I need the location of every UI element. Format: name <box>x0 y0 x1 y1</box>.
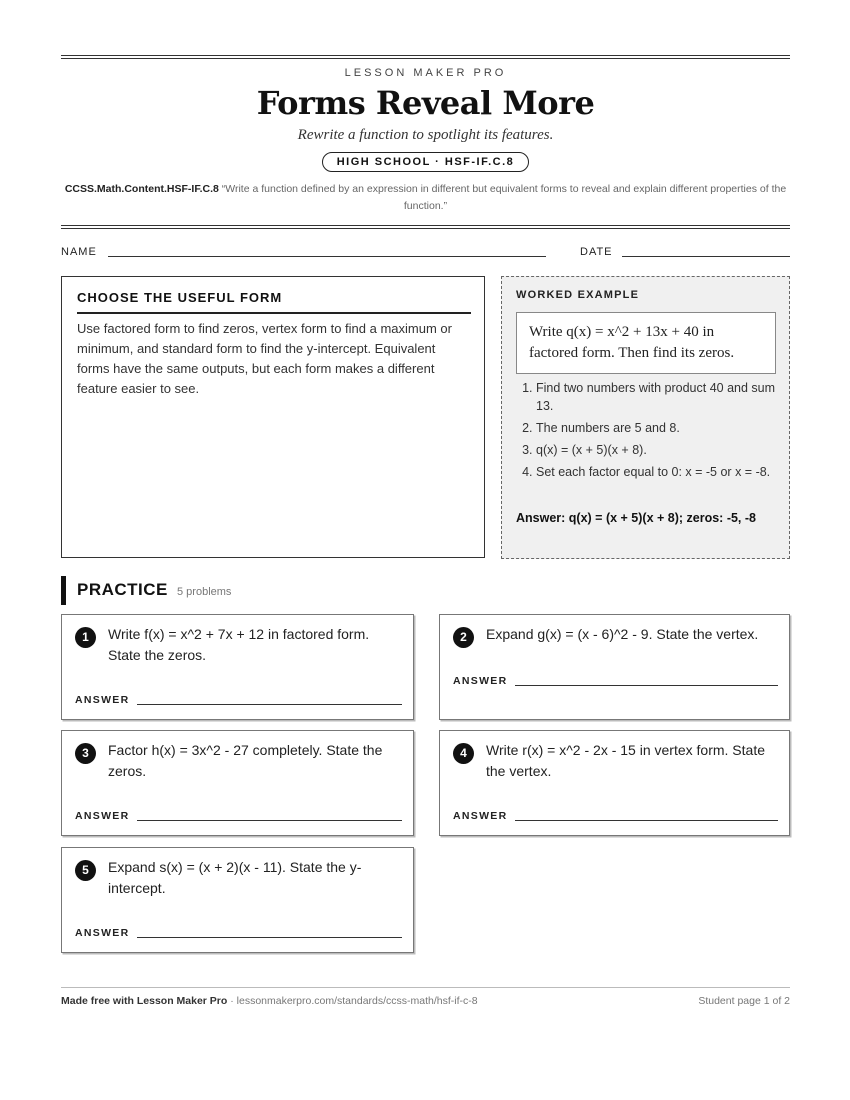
problem-number-badge: 2 <box>453 627 474 648</box>
page-subtitle: Rewrite a function to spotlight its features. <box>297 127 554 143</box>
worked-example-step: 1. Find two numbers with product 40 and sum 13. <box>536 379 778 415</box>
answer-label: ANSWER <box>453 675 508 687</box>
answer-label: ANSWER <box>453 810 508 822</box>
answer-line[interactable] <box>515 685 778 686</box>
worked-example-steps <box>516 379 778 485</box>
concept-box <box>61 276 485 558</box>
concept-body: Use factored form to find zeros, vertex form to find a maximum or minimum, and standard form to find the y-intercept. Equivalent forms have the same outputs, but each form makes a different feature easier to see. <box>77 321 452 396</box>
answer-line[interactable] <box>137 937 402 938</box>
concept-heading: CHOOSE THE USEFUL FORM <box>77 290 471 314</box>
grade-badge: HIGH SCHOOL · HSF-IF.C.8 <box>322 152 530 172</box>
grade-badge-wrap <box>61 152 790 172</box>
problem-number-badge: 3 <box>75 743 96 764</box>
date-label: DATE <box>580 246 613 258</box>
standard-text: “Write a function defined by an expression in different but equivalent forms to reveal and explain different properties of the function.” <box>221 183 787 212</box>
problem-number-badge: 5 <box>75 860 96 881</box>
problem-number-badge: 1 <box>75 627 96 648</box>
answer-label: ANSWER <box>75 810 130 822</box>
header-bottom-rule <box>61 225 790 229</box>
page-title: Forms Reveal More <box>256 84 595 122</box>
practice-count: 5 problems <box>177 586 232 598</box>
worked-example-step: 4. Set each factor equal to 0: x = -5 or x = -8. <box>536 463 778 481</box>
practice-accent-bar <box>61 576 66 605</box>
problem-text: Write r(x) = x^2 - 2x - 15 in vertex form. State the vertex. <box>486 742 765 779</box>
worked-example-label: WORKED EXAMPLE <box>516 289 640 301</box>
name-field-line[interactable] <box>108 256 546 257</box>
problem-card-3 <box>61 730 414 836</box>
worked-example-problem: Write q(x) = x^2 + 13x + 40 in factored form. Then find its zeros. <box>516 312 776 374</box>
answer-label: ANSWER <box>75 927 130 939</box>
footer-url[interactable]: · lessonmakerpro.com/standards/ccss-math/hsf-if-c-8 <box>227 995 478 1007</box>
problem-card-5 <box>61 847 414 953</box>
answer-line[interactable] <box>137 704 402 705</box>
problem-card-4 <box>439 730 790 836</box>
answer-label: ANSWER <box>75 694 130 706</box>
answer-line[interactable] <box>515 820 778 821</box>
name-label: NAME <box>61 246 97 258</box>
problem-text: Factor h(x) = 3x^2 - 27 completely. State the zeros. <box>108 742 383 779</box>
worksheet-page <box>61 0 790 1100</box>
practice-title: PRACTICE <box>77 580 168 599</box>
header-top-rule <box>61 55 790 59</box>
problem-text: Write f(x) = x^2 + 7x + 12 in factored form. State the zeros. <box>108 626 370 663</box>
worked-example-answer: Answer: q(x) = (x + 5)(x + 8); zeros: -5, -8 <box>516 511 756 525</box>
standard-statement <box>61 181 790 215</box>
footer-made-with: Made free with Lesson Maker Pro <box>61 995 228 1007</box>
problem-card-1 <box>61 614 414 720</box>
problem-card-2 <box>439 614 790 720</box>
footer-page-label: Student page 1 of 2 <box>698 995 790 1007</box>
worked-example-step: 2. The numbers are 5 and 8. <box>536 419 778 437</box>
footer-rule <box>61 987 790 988</box>
worked-example-box <box>501 276 790 559</box>
problem-number-badge: 4 <box>453 743 474 764</box>
worked-example-step: 3. q(x) = (x + 5)(x + 8). <box>536 441 778 459</box>
date-field-line[interactable] <box>622 256 790 257</box>
problem-text: Expand g(x) = (x - 6)^2 - 9. State the vertex. <box>486 626 759 642</box>
answer-line[interactable] <box>137 820 402 821</box>
standard-code: CCSS.Math.Content.HSF-IF.C.8 <box>64 183 219 195</box>
problem-text: Expand s(x) = (x + 2)(x - 11). State the y-intercept. <box>108 859 362 896</box>
footer-credit <box>61 995 478 1007</box>
brand-name: LESSON MAKER PRO <box>344 67 507 79</box>
